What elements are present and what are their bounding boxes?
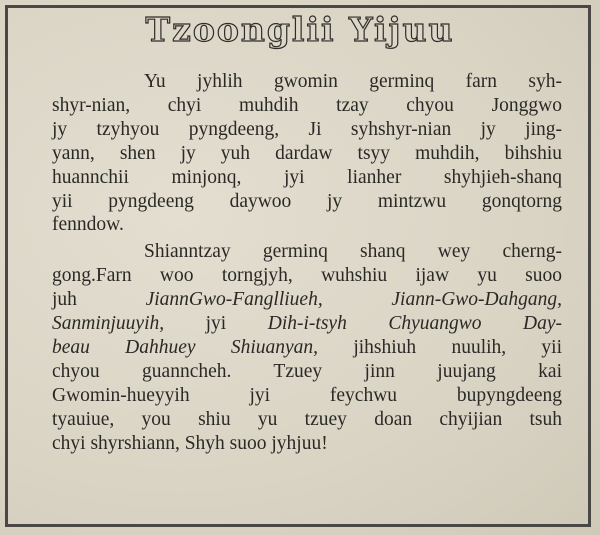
text-line: shyr-nian, chyi muhdih tzay chyou Jonggwo <box>52 94 562 116</box>
text-line: chyou guanncheh. Tzuey jinn juujang kai <box>52 360 562 382</box>
italic-title: JiannGwo-Fanglliueh, Jiann-Gwo-Dahgang, <box>145 289 562 311</box>
text-fragment: jyi <box>164 313 268 335</box>
document-body <box>52 70 562 456</box>
text-line: Shianntzay germinq shanq wey cherng- <box>144 241 562 263</box>
italic-title: beau Dahhuey Shiuanyan, <box>52 336 319 358</box>
text-fragment: juh <box>52 289 146 311</box>
text-line: yann, shen jy yuh dardaw tsyy muhdih, bihshiu <box>52 142 562 164</box>
text-line: fenndow. <box>52 214 124 236</box>
text-line: jy tzyhyou pyngdeeng, Ji syhshyr-nian jy jing- <box>52 118 562 140</box>
text-line: Yu jyhlih gwomin germinq farn syh- <box>144 71 562 92</box>
text-line: gong.Farn woo torngjyh, wuhshiu ijaw yu suoo <box>52 265 562 287</box>
paragraph-1 <box>52 70 562 237</box>
text-line: chyi shyrshiann, Shyh suoo jyhjuu! <box>52 432 328 454</box>
italic-title: Sanminjuuyih, <box>52 313 165 335</box>
text-line: tyauiue, you shiu yu tzuey doan chyijian tsuh <box>52 408 562 430</box>
text-line <box>52 312 562 336</box>
text-line <box>52 336 562 360</box>
paragraph-2 <box>52 240 562 455</box>
text-line <box>52 288 562 312</box>
text-fragment: jihshiuh nuulih, yii <box>353 336 563 358</box>
text-line: yii pyngdeeng daywoo jy mintzwu gonqtorng <box>52 190 562 212</box>
document-title: Tzoonglii Yijuu <box>145 10 455 49</box>
italic-title: Dih-i-tsyh Chyuangwo Day- <box>267 313 562 335</box>
text-line: Gwomin-hueyyih jyi feychwu bupyngdeeng <box>52 384 562 406</box>
text-line: huannchii minjonq, jyi lianher shyhjieh-shanq <box>52 166 562 188</box>
